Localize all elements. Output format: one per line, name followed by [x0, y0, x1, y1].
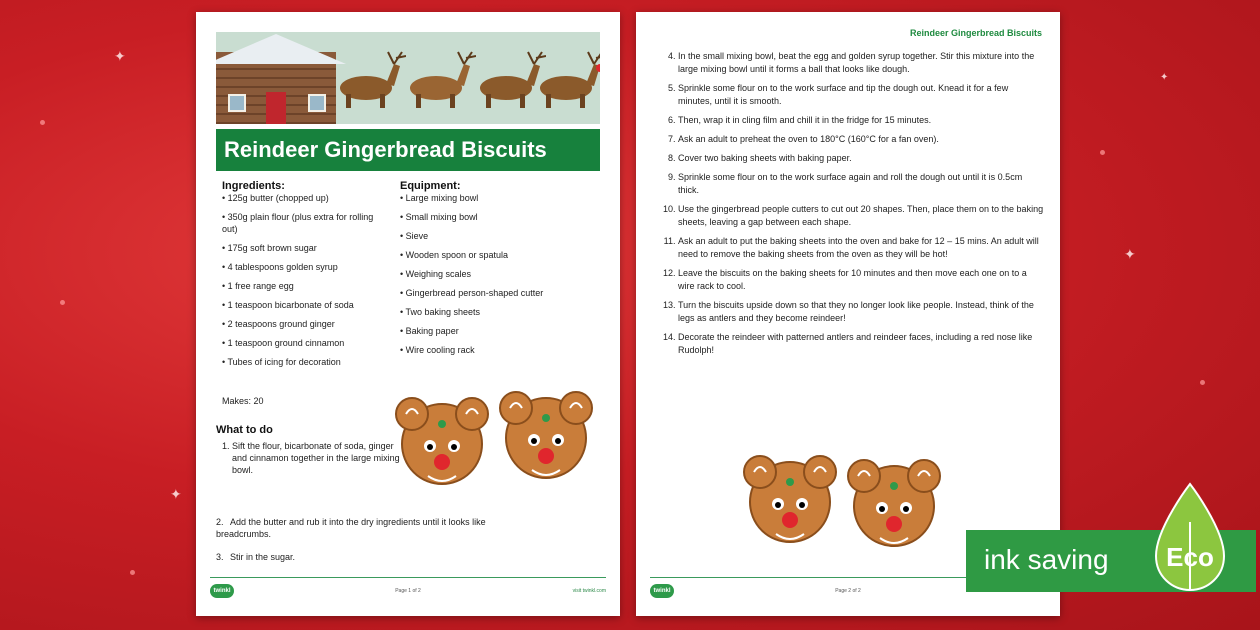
ingredients-heading: Ingredients: — [222, 180, 285, 192]
ingredient-item: • 1 free range egg — [222, 280, 382, 292]
recipe-title-bar — [216, 126, 600, 171]
step-item: 7. Ask an adult to preheat the oven to 180°C (160°C for a fan oven). — [678, 133, 1044, 146]
step-item: 8. Cover two baking sheets with baking paper. — [678, 152, 1044, 165]
equipment-item: • Small mixing bowl — [400, 211, 590, 223]
step-item: 2. Add the butter and rub it into the dry ingredients until it looks like breadcrumbs. — [216, 517, 486, 539]
ingredient-item: • 2 teaspoons ground ginger — [222, 318, 382, 330]
step-item: 3. Stir in the sugar. — [216, 552, 296, 562]
ink-saving-label: ink saving — [984, 544, 1109, 575]
equipment-item: • Large mixing bowl — [400, 192, 590, 204]
equipment-item: • Baking paper — [400, 325, 590, 337]
sparkle: ✦ — [114, 48, 126, 64]
what-to-do-heading: What to do — [216, 424, 273, 436]
sparkle-dot — [1100, 150, 1105, 155]
page-number: Page 2 of 2 — [835, 588, 861, 594]
ingredient-item: • 175g soft brown sugar — [222, 242, 382, 254]
sparkle: ✦ — [1124, 246, 1136, 262]
step-item: 11. Ask an adult to put the baking sheets into the oven and bake for 12 – 15 mins. An adult will need to remove the baking sheets from the oven as they will be hot! — [678, 235, 1044, 261]
equipment-item: • Sieve — [400, 230, 590, 242]
recipe-title: Reindeer Gingerbread Biscuits — [224, 137, 547, 162]
step-item: 1. Sift the flour, bicarbonate of soda, ginger and cinnamon together in the large mixing bowl. — [232, 440, 406, 476]
sparkle-dot — [60, 300, 65, 305]
step-item: 9. Sprinkle some flour on to the work surface again and roll the dough out until it is 0.5cm thick. — [678, 171, 1044, 197]
sparkle-dot — [130, 570, 135, 575]
step-item: 6. Then, wrap it in cling film and chill it in the fridge for 15 minutes. — [678, 114, 1044, 127]
makes-count: Makes: 20 — [222, 396, 264, 406]
step-item: 14. Decorate the reindeer with patterned antlers and reindeer faces, including a red nose like Rudolph! — [678, 331, 1044, 357]
twinkl-logo: twinkl — [210, 584, 234, 598]
sparkle-dot — [1200, 380, 1205, 385]
ingredient-item: • 4 tablespoons golden syrup — [222, 261, 382, 273]
ingredient-item: • 1 teaspoon ground cinnamon — [222, 337, 382, 349]
step-item: 4. In the small mixing bowl, beat the egg and golden syrup together. Stir this mixture into the large mixing bowl until it forms a ball that looks like dough. — [678, 50, 1044, 76]
step-item: 10. Use the gingerbread people cutters to cut out 20 shapes. Then, place them on to the baking sheets, leaving a gap between each shape. — [678, 203, 1044, 229]
sparkle: ✦ — [1160, 72, 1169, 83]
sparkle: ✦ — [170, 486, 182, 502]
step-item: 12. Leave the biscuits on the baking sheets for 10 minutes and then move each one on to a wire rack to cool. — [678, 267, 1044, 293]
step-item: 13. Turn the biscuits upside down so that they no longer look like people. Instead, think of the legs as antlers and they become reindeer! — [678, 299, 1044, 325]
reindeer-illustration — [406, 50, 476, 108]
document-page-2 — [636, 12, 1060, 616]
gingerbread-reindeer-cookies-illustration — [392, 384, 598, 502]
ingredient-item: • Tubes of icing for decoration — [222, 356, 382, 368]
equipment-heading: Equipment: — [400, 180, 461, 192]
rudolph-reindeer-illustration — [536, 50, 600, 108]
eco-leaf-drop-icon — [1152, 482, 1228, 592]
page-number: Page 1 of 2 — [395, 588, 421, 594]
gingerbread-reindeer-cookies-illustration — [740, 442, 946, 560]
step-item: 5. Sprinkle some flour on to the work surface and tip the dough out. Knead it for a few minutes, until it is smooth. — [678, 82, 1044, 108]
page-header-title: Reindeer Gingerbread Biscuits — [909, 28, 1042, 38]
footer-url[interactable]: visit twinkl.com — [572, 588, 606, 594]
ingredient-item: • 125g butter (chopped up) — [222, 192, 382, 204]
equipment-item: • Wire cooling rack — [400, 344, 590, 356]
eco-label: Eco — [1166, 542, 1214, 572]
banner-illustration — [216, 32, 600, 124]
reindeer-illustration — [336, 50, 406, 108]
cabin-roof — [216, 34, 346, 64]
what-to-do-section — [216, 424, 406, 484]
equipment-item: • Gingerbread person-shaped cutter — [400, 287, 590, 299]
page-footer — [210, 577, 606, 604]
ingredient-item: • 350g plain flour (plus extra for rolling out) — [222, 211, 382, 235]
sparkle-dot — [40, 120, 45, 125]
twinkl-logo: twinkl — [650, 584, 674, 598]
document-page-1 — [196, 12, 620, 616]
equipment-section — [400, 180, 590, 363]
equipment-item: • Two baking sheets — [400, 306, 590, 318]
ingredient-item: • 1 teaspoon bicarbonate of soda — [222, 299, 382, 311]
method-steps — [656, 50, 1044, 363]
equipment-item: • Wooden spoon or spatula — [400, 249, 590, 261]
equipment-item: • Weighing scales — [400, 268, 590, 280]
ingredients-section — [222, 180, 382, 375]
